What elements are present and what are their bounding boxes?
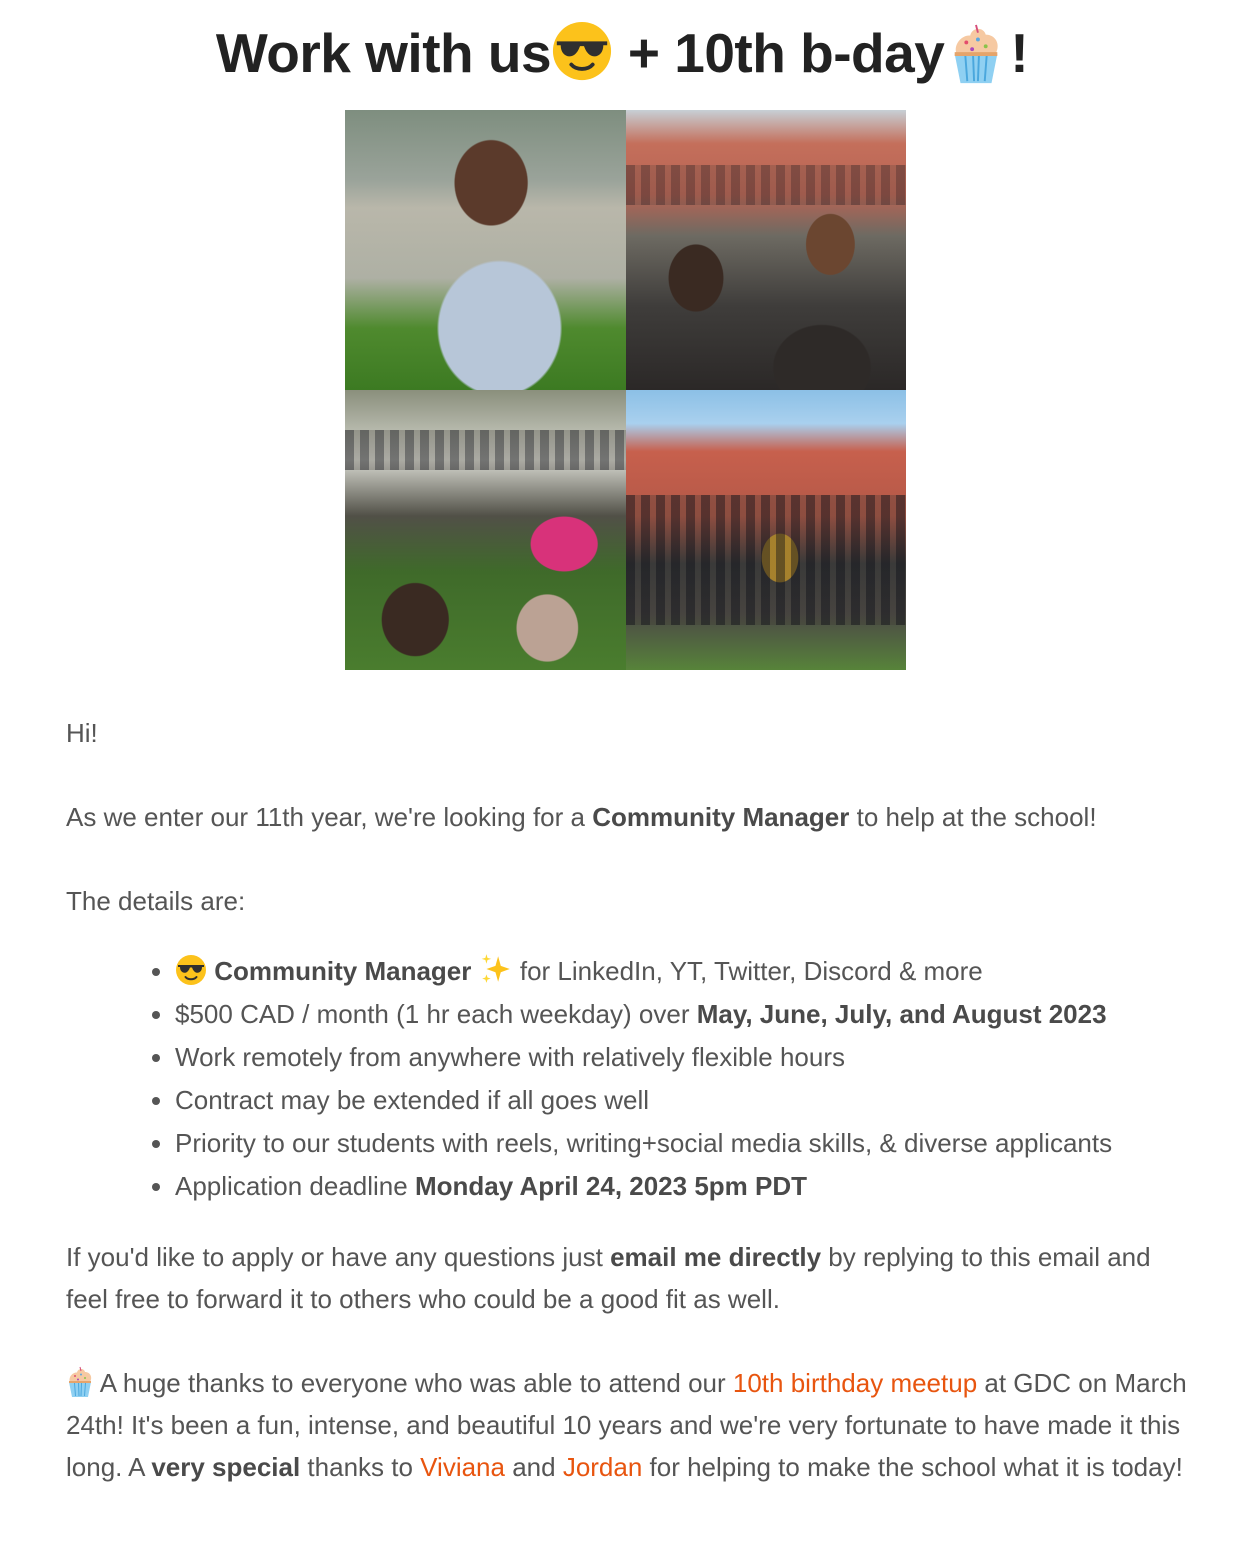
thanks-text: and xyxy=(504,1452,563,1482)
apply-paragraph xyxy=(66,1236,1196,1320)
title-text-part1: Work with us xyxy=(215,22,552,84)
page-title xyxy=(0,18,1244,88)
detail-bold: May, June, July, and August 2023 xyxy=(696,999,1107,1029)
detail-role-bold: Community Manager xyxy=(214,956,472,986)
birthday-meetup-link[interactable]: 10th birthday meetup xyxy=(732,1368,978,1398)
thanks-bold: very special xyxy=(151,1452,301,1482)
collage-photo-crowd xyxy=(626,390,906,670)
list-item xyxy=(175,1122,1235,1165)
details-list xyxy=(150,950,1235,1208)
cupcake-icon xyxy=(948,23,1004,85)
detail-text: Priority to our students with reels, writing+social media skills, & diverse applicants xyxy=(175,1128,1113,1158)
smiling-face-with-sunglasses-icon xyxy=(551,20,613,82)
jordan-link[interactable]: Jordan xyxy=(562,1452,643,1482)
details-label: The details are: xyxy=(66,886,246,916)
thanks-text: for helping to make the school what it is today! xyxy=(642,1452,1183,1482)
apply-text: If you'd like to apply or have any questions just xyxy=(66,1242,611,1272)
list-item xyxy=(175,993,1235,1036)
collage-photo-cupcake xyxy=(345,110,626,390)
detail-text: Contract may be extended if all goes well xyxy=(175,1085,650,1115)
detail-bold: Monday April 24, 2023 5pm PDT xyxy=(414,1171,808,1201)
detail-text: for LinkedIn, YT, Twitter, Discord & more xyxy=(512,956,983,986)
list-item xyxy=(175,1165,1235,1208)
collage-photo-group-selfie xyxy=(626,110,906,390)
greeting: Hi! xyxy=(66,718,98,748)
list-item xyxy=(175,1079,1235,1122)
apply-bold: email me directly xyxy=(610,1242,822,1272)
intro-text: As we enter our 11th year, we're looking for a xyxy=(66,802,593,832)
detail-text: $500 CAD / month (1 hr each weekday) over xyxy=(175,999,697,1029)
thanks-text: A huge thanks to everyone who was able to attend our xyxy=(94,1368,733,1398)
detail-text: Application deadline xyxy=(175,1171,415,1201)
thanks-paragraph xyxy=(66,1362,1196,1488)
title-text-part3: ! xyxy=(1010,22,1029,84)
collage-photo-bucket-hat-selfie xyxy=(345,390,626,670)
viviana-link[interactable]: Viviana xyxy=(420,1452,505,1482)
apply-text-end: by replying to this email and feel free to forward it to others who could be a good fit as well. xyxy=(66,1242,1151,1314)
thanks-text: at GDC on March 24th! It's been a fun, intense, and beautiful 10 years and we're very fortunate to have made it this long. A xyxy=(66,1368,1187,1482)
list-item xyxy=(175,1036,1235,1079)
intro-paragraph xyxy=(66,796,1196,838)
intro-text-end: to help at the school! xyxy=(849,802,1097,832)
detail-text: Work remotely from anywhere with relatively flexible hours xyxy=(175,1042,845,1072)
intro-role-bold: Community Manager xyxy=(592,802,850,832)
thanks-text: thanks to xyxy=(300,1452,421,1482)
photo-collage xyxy=(345,110,906,670)
list-item xyxy=(175,950,1235,993)
title-text-part2: + 10th b-day xyxy=(613,22,945,84)
sparkles-icon xyxy=(479,952,513,986)
cupcake-icon xyxy=(66,1366,94,1398)
smiling-face-with-sunglasses-icon xyxy=(175,954,207,986)
